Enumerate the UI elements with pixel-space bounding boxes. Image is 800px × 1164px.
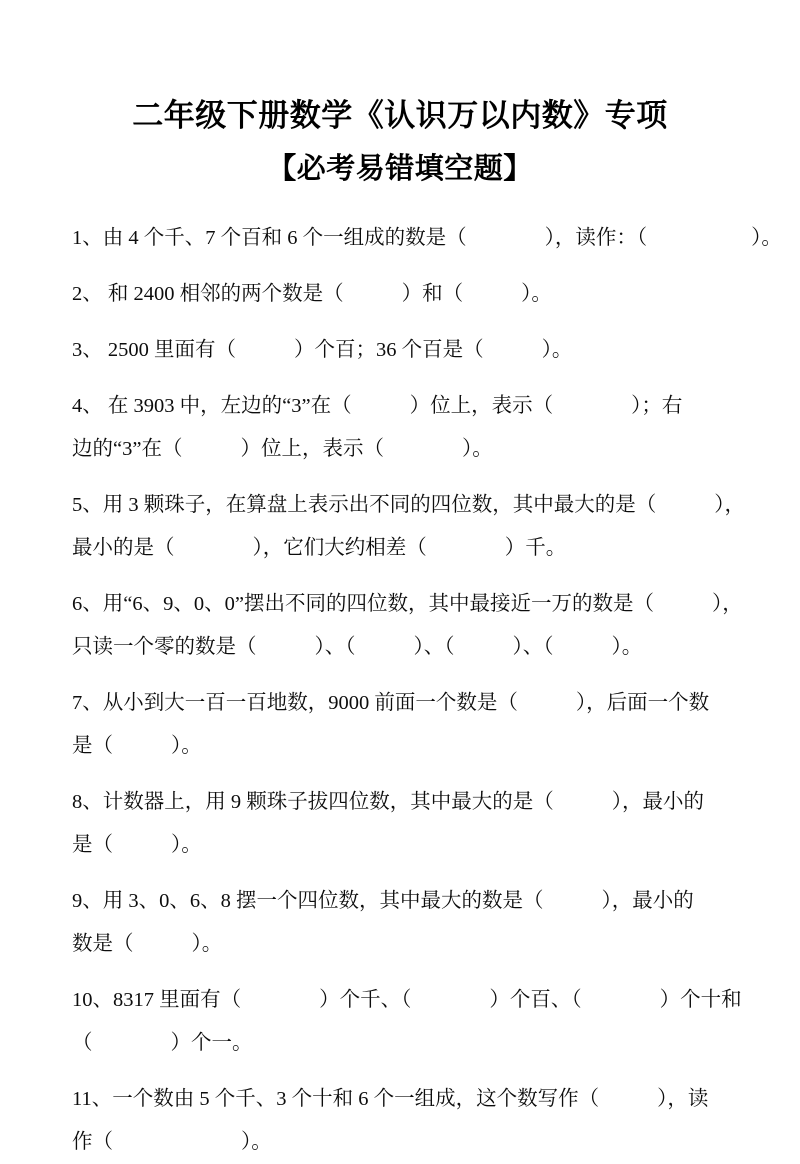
answer-blank[interactable] [93,1022,171,1065]
question-item [72,682,738,768]
question-text: ），后面一个数 [575,692,710,714]
question-text: 7、从小到大一百一百地数，9000 前面一个数是（ [72,692,518,714]
question-text: ），最小的 [601,890,694,912]
answer-blank[interactable] [257,626,315,669]
question-text: 作（ [72,1131,113,1153]
question-line [72,682,738,725]
question-text: ），它们大约相差（ [252,537,427,559]
answer-blank[interactable] [599,1078,657,1121]
answer-blank[interactable] [411,979,489,1022]
question-line [72,1121,738,1164]
answer-blank[interactable] [356,626,414,669]
answer-blank[interactable] [236,329,294,372]
question-line [72,583,743,626]
question-item [72,273,738,316]
question-item [72,385,738,471]
question-text: ）千。 [504,537,567,559]
question-item [72,217,782,260]
question-text: ）个百；36 个百是（ [294,339,484,361]
question-text: 8、计数器上，用 9 颗珠子拔四位数，其中最大的是（ [72,791,554,813]
title-block [0,0,800,183]
question-line [72,1078,738,1121]
question-text: ）位上，表示（ [240,438,384,460]
question-text: 最小的是（ [72,537,175,559]
answer-blank[interactable] [518,682,576,725]
answer-blank[interactable] [134,923,192,966]
page-title: 二年级下册数学《认识万以内数》专项 [132,98,668,134]
question-text: ）和（ [401,283,464,305]
question-line [72,626,738,669]
question-text: ）、（ [512,636,554,658]
question-line [72,824,738,867]
answer-blank[interactable] [463,273,521,316]
page-subtitle: 【必考易错填空题】 [267,151,533,185]
question-text: 1、由 4 个千、7 个百和 6 个一组成的数是（ [72,227,467,249]
question-text: ）；右 [631,395,683,417]
question-text: ）。 [191,933,223,955]
answer-blank[interactable] [182,428,240,471]
question-text: ）位上，表示（ [409,395,554,417]
question-line [72,385,738,428]
question-text: ）、（ [413,636,455,658]
answer-blank[interactable] [113,824,171,867]
question-text: 11、一个数由 5 个千、3 个十和 6 个一组成，这个数写作（ [72,1088,600,1110]
answer-blank[interactable] [352,385,410,428]
question-text: ），读 [657,1088,709,1110]
question-text: ）。 [521,283,552,305]
answer-blank[interactable] [544,880,602,923]
question-line [72,329,738,372]
question-text: ）、（ [314,636,356,658]
question-item [72,583,743,669]
question-text: ）。 [541,339,573,361]
question-text: ）个千、（ [319,989,412,1011]
question-text: 是（ [72,834,113,856]
question-line [72,923,738,966]
answer-blank[interactable] [175,527,253,570]
answer-blank[interactable] [113,1121,241,1164]
question-text: 数是（ [72,933,134,955]
question-text: 只读一个零的数是（ [72,636,257,658]
question-item [72,979,742,1065]
question-text: 边的“3”在（ [72,438,183,460]
question-text: ）个百、（ [489,989,582,1011]
question-text: ）， [714,494,745,516]
answer-blank[interactable] [656,484,714,527]
question-item [72,329,738,372]
answer-blank[interactable] [384,428,462,471]
question-text: ）。 [751,227,782,249]
question-line [72,979,742,1022]
answer-blank[interactable] [582,979,660,1022]
question-text: ）。 [171,834,202,856]
question-text: ），读作：（ [544,227,648,249]
answer-blank[interactable] [427,527,505,570]
question-line [72,428,738,471]
question-text: ）。 [461,438,493,460]
question-text: ）。 [241,1131,272,1153]
answer-blank[interactable] [553,385,631,428]
question-text: ）个十和 [659,989,742,1011]
question-line [72,725,738,768]
answer-blank[interactable] [455,626,513,669]
answer-blank[interactable] [344,273,402,316]
question-text: 3、 2500 里面有（ [72,339,236,361]
question-line [72,527,738,570]
answer-blank[interactable] [241,979,319,1022]
question-text: 5、用 3 颗珠子，在算盘上表示出不同的四位数，其中最大的是（ [72,494,657,516]
answer-blank[interactable] [554,781,612,824]
answer-blank[interactable] [654,583,712,626]
question-list [0,217,800,1164]
question-text: 9、用 3、0、6、8 摆一个四位数，其中最大的数是（ [72,890,544,912]
question-text: 10、8317 里面有（ [72,989,242,1011]
answer-blank[interactable] [113,725,171,768]
answer-blank[interactable] [554,626,612,669]
question-text: （ [72,1032,93,1054]
question-text: 是（ [72,735,113,757]
answer-blank[interactable] [647,217,751,260]
question-text: ）个一。 [170,1032,253,1054]
question-text: ）。 [171,735,202,757]
answer-blank[interactable] [484,329,542,372]
question-text: 6、用“6、9、0、0”摆出不同的四位数，其中最接近一万的数是（ [72,593,654,615]
question-line [72,273,738,316]
question-item [72,880,738,966]
question-item [72,781,738,867]
question-line [72,217,782,260]
question-line [72,484,745,527]
question-line [72,880,738,923]
question-text: ），最小的 [611,791,704,813]
question-text: ）。 [611,636,643,658]
question-text: ）， [711,593,743,615]
answer-blank[interactable] [467,217,545,260]
question-text: 2、 和 2400 相邻的两个数是（ [72,283,344,305]
question-line [72,1022,738,1065]
question-item [72,484,745,570]
question-text: 4、 在 3903 中，左边的“3”在（ [72,395,352,417]
question-line [72,781,738,824]
question-item [72,1078,738,1164]
